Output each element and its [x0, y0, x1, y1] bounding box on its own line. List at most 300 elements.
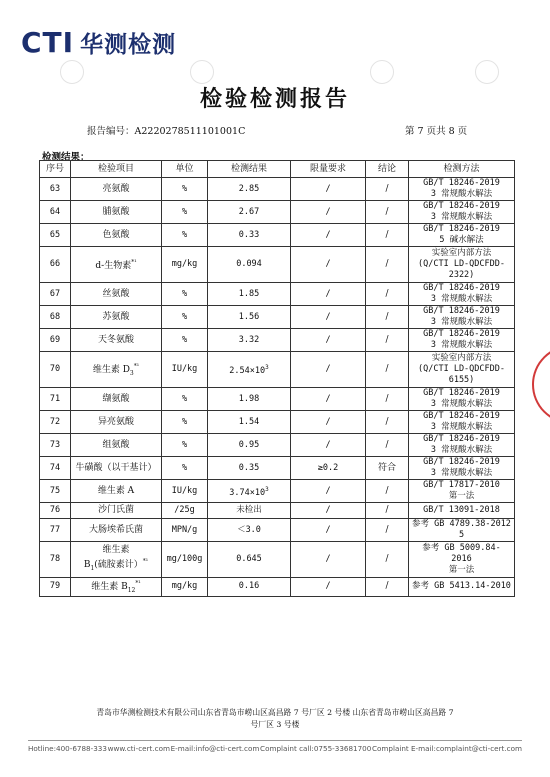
limit-value: ≥0.2: [317, 462, 339, 473]
unit: %: [181, 229, 188, 240]
column-header: 单位: [162, 161, 208, 178]
method-line: 参考 GB 4789.38-2012: [412, 519, 511, 529]
cell-no: [40, 519, 71, 542]
verdict: /: [385, 288, 389, 299]
table-row: [40, 283, 515, 306]
limit-value: /: [325, 439, 331, 450]
column-header: 检测结果: [208, 161, 291, 178]
table-row: [40, 457, 515, 480]
method-line: 2016: [451, 554, 472, 564]
row-number: 77: [49, 524, 61, 535]
cell-result: [208, 503, 291, 519]
method-line: GB/T 18246-2019: [423, 329, 500, 339]
verdict: /: [385, 229, 389, 240]
item-subscript: 1: [90, 564, 95, 572]
cell-method: [409, 480, 515, 503]
cell-method: [409, 411, 515, 434]
cell-unit: [162, 457, 208, 480]
method-line: 实验室内部方法: [431, 248, 492, 258]
limit-value: /: [325, 505, 331, 515]
cell-limit: [291, 578, 366, 597]
cell-verdict: [366, 542, 409, 578]
cell-unit: [162, 411, 208, 434]
cell-verdict: [366, 201, 409, 224]
verdict: /: [385, 259, 389, 269]
result-value: 1.85: [238, 288, 260, 299]
method-line: 3 常规酸水解法: [430, 340, 493, 350]
table-row: [40, 578, 515, 597]
cell-no: [40, 178, 71, 201]
item-name: 沙门氏菌: [97, 505, 134, 515]
item-name: 组氨酸: [102, 439, 130, 450]
item-name: 大肠埃希氏菌: [88, 524, 143, 535]
table-header-row: [40, 161, 515, 178]
address-line: 青岛市华测检测技术有限公司山东省青岛市崂山区高昌路 7 号厂区 2 号楼 山东省青岛市崂山区高昌路 7: [96, 708, 454, 717]
cell-result: [208, 201, 291, 224]
cell-result: [208, 178, 291, 201]
cell-no: [40, 247, 71, 283]
item-superscript: *¹: [142, 558, 149, 566]
row-number: 70: [49, 364, 61, 374]
cell-unit: [162, 306, 208, 329]
cell-limit: [291, 503, 366, 519]
unit: mg/100g: [166, 554, 203, 564]
method-line: 3 常规酸水解法: [430, 445, 493, 455]
cell-no: [40, 434, 71, 457]
table-row: [40, 519, 515, 542]
row-number: 73: [49, 439, 61, 450]
cell-method: [409, 329, 515, 352]
cell-result: [208, 283, 291, 306]
table-row: [40, 306, 515, 329]
limit-value: /: [325, 393, 331, 404]
watermark-icon: [190, 60, 214, 84]
limit-value: /: [325, 334, 331, 345]
cell-unit: [162, 201, 208, 224]
method-line: 5 碱水解法: [439, 235, 484, 245]
cell-item: [71, 503, 162, 519]
unit: mg/kg: [171, 259, 198, 269]
cell-method: [409, 247, 515, 283]
item-name: 维生素 A: [97, 485, 135, 496]
result-value: 2.54×10: [229, 365, 266, 376]
row-number: 71: [49, 393, 61, 404]
result-value: 0.645: [236, 554, 262, 564]
column-header: 检验项目: [71, 161, 162, 178]
cell-unit: [162, 388, 208, 411]
results-table: [39, 160, 515, 597]
page-number: 第 7 页共 8 页: [405, 126, 468, 137]
cell-limit: [291, 224, 366, 247]
unit: IU/kg: [171, 364, 198, 374]
unit: %: [181, 311, 188, 322]
column-header: 序号: [40, 161, 71, 178]
row-number: 64: [49, 206, 61, 217]
row-number: 72: [49, 416, 61, 427]
row-number: 76: [49, 505, 61, 515]
cell-unit: [162, 283, 208, 306]
cell-item: [71, 457, 162, 480]
limit-value: /: [325, 288, 331, 299]
cell-unit: [162, 224, 208, 247]
table-row: [40, 503, 515, 519]
cell-method: [409, 178, 515, 201]
cell-item: [71, 247, 162, 283]
result-value: 0.16: [238, 581, 260, 592]
unit: %: [181, 183, 188, 194]
watermark-icon: [370, 60, 394, 84]
cell-limit: [291, 457, 366, 480]
item-name: 亮氨酸: [102, 183, 130, 194]
result-value: 2.85: [238, 183, 260, 194]
cell-item: [71, 411, 162, 434]
cell-unit: [162, 178, 208, 201]
method-line: 第一法: [448, 565, 475, 575]
report-title: 检验检测报告: [199, 86, 350, 112]
table-row: [40, 201, 515, 224]
verdict: /: [385, 439, 389, 450]
cell-result: [208, 224, 291, 247]
method-line: 5: [458, 530, 465, 540]
cell-unit: [162, 329, 208, 352]
row-number: 67: [49, 288, 61, 299]
row-number: 65: [49, 229, 61, 240]
cell-item: [71, 224, 162, 247]
hotline: Hotline:400-6788-333: [28, 744, 107, 753]
limit-value: /: [325, 554, 331, 564]
limit-value: /: [325, 206, 331, 217]
report-number: 报告编号：A2220278511101001C: [87, 126, 246, 137]
cell-verdict: [366, 352, 409, 388]
complaint-call: Complaint call:0755-33681700: [260, 744, 372, 753]
cell-item: [71, 519, 162, 542]
cell-method: [409, 201, 515, 224]
verdict: /: [385, 416, 389, 427]
logo-mark: CTI: [21, 25, 75, 59]
method-line: 3 常规酸水解法: [430, 468, 493, 478]
verdict: /: [385, 364, 389, 374]
cell-limit: [291, 411, 366, 434]
item-name: 脯氨酸: [102, 206, 130, 217]
cell-result: [208, 247, 291, 283]
cell-no: [40, 480, 71, 503]
row-number: 78: [49, 554, 61, 564]
cell-method: [409, 352, 515, 388]
verdict: /: [385, 393, 389, 404]
method-line: GB/T 18246-2019: [423, 434, 500, 444]
cell-result: [208, 542, 291, 578]
cell-verdict: [366, 329, 409, 352]
method-line: 3 常规酸水解法: [430, 422, 493, 432]
footer-divider: [28, 740, 522, 741]
stamp-seal-edge: [532, 345, 550, 424]
unit: MPN/g: [171, 524, 198, 535]
row-number: 79: [49, 581, 61, 592]
cell-verdict: [366, 247, 409, 283]
cell-result: [208, 329, 291, 352]
result-value: 3.74×10: [229, 487, 266, 498]
cell-item: [71, 388, 162, 411]
limit-value: /: [325, 581, 331, 592]
unit: IU/kg: [171, 485, 198, 496]
result-value: 3.32: [238, 334, 260, 345]
address-line: 号厂区 3 号楼: [250, 720, 300, 729]
cell-verdict: [366, 388, 409, 411]
verdict: /: [385, 334, 389, 345]
cell-unit: [162, 434, 208, 457]
limit-value: /: [325, 311, 331, 322]
result-value: 1.54: [238, 416, 260, 427]
cell-method: [409, 283, 515, 306]
method-line: 参考 GB 5413.14-2010: [412, 581, 511, 592]
result-exponent: 3: [265, 364, 269, 372]
method-line: 3 常规酸水解法: [430, 294, 493, 304]
item-name: d-生物素: [95, 261, 132, 271]
method-line: GB/T 18246-2019: [423, 224, 500, 234]
result-value: ＜3.0: [237, 524, 261, 535]
cell-item: [71, 480, 162, 503]
cell-method: [409, 388, 515, 411]
cell-verdict: [366, 457, 409, 480]
cell-result: [208, 480, 291, 503]
item-tail: (硫胺素计）: [94, 560, 143, 571]
method-line: 3 常规酸水解法: [430, 317, 493, 327]
cell-method: [409, 434, 515, 457]
cell-item: [71, 329, 162, 352]
method-line: 3 常规酸水解法: [430, 212, 493, 222]
verdict: /: [385, 183, 389, 194]
cell-method: [409, 578, 515, 597]
cell-limit: [291, 178, 366, 201]
logo-chinese-name: 华测检测: [80, 31, 177, 58]
item-name: 维生素 B: [83, 545, 130, 571]
cell-result: [208, 388, 291, 411]
cell-limit: [291, 283, 366, 306]
item-subscript: 3: [129, 369, 134, 377]
result-value: 0.35: [238, 462, 260, 473]
cell-result: [208, 578, 291, 597]
item-superscript: *¹: [133, 362, 140, 370]
cell-result: [208, 411, 291, 434]
cell-no: [40, 578, 71, 597]
result-value: 0.094: [236, 259, 262, 269]
limit-value: /: [325, 364, 331, 374]
cell-verdict: [366, 519, 409, 542]
cell-item: [71, 434, 162, 457]
item-name: 苏氨酸: [102, 311, 130, 322]
cell-method: [409, 306, 515, 329]
result-value: 0.33: [238, 229, 260, 240]
table-row: [40, 247, 515, 283]
cell-no: [40, 306, 71, 329]
limit-value: /: [325, 229, 331, 240]
method-line: 第一法: [448, 491, 475, 501]
cell-verdict: [366, 224, 409, 247]
cell-limit: [291, 201, 366, 224]
item-name: 牛磺酸（以干基计）: [75, 462, 157, 473]
item-name: 缬氨酸: [102, 393, 130, 404]
cell-item: [71, 542, 162, 578]
cell-unit: [162, 578, 208, 597]
email-link[interactable]: E-mail:info@cti-cert.com: [170, 744, 260, 753]
item-name: 维生素 D: [92, 364, 130, 375]
method-line: GB/T 18246-2019: [423, 411, 500, 421]
table-row: [40, 434, 515, 457]
column-header: 检测方法: [409, 161, 515, 178]
method-line: GB/T 13091-2018: [423, 505, 500, 515]
cell-item: [71, 352, 162, 388]
cell-verdict: [366, 578, 409, 597]
verdict: /: [385, 524, 389, 535]
cell-limit: [291, 247, 366, 283]
unit: mg/kg: [171, 581, 198, 592]
table-row: [40, 480, 515, 503]
row-number: 63: [49, 183, 61, 194]
cell-unit: [162, 519, 208, 542]
cell-verdict: [366, 178, 409, 201]
cell-unit: [162, 352, 208, 388]
cell-no: [40, 457, 71, 480]
verdict: 符合: [377, 462, 396, 473]
cell-no: [40, 388, 71, 411]
cell-result: [208, 434, 291, 457]
item-superscript: *¹: [131, 259, 137, 266]
table-row: [40, 542, 515, 578]
cell-no: [40, 329, 71, 352]
cell-limit: [291, 434, 366, 457]
limit-value: /: [325, 183, 331, 194]
cell-method: [409, 224, 515, 247]
method-line: GB/T 18246-2019: [423, 457, 500, 467]
method-line: GB/T 18246-2019: [423, 283, 500, 293]
unit: %: [181, 393, 188, 404]
item-name: 异亮氨酸: [97, 416, 134, 427]
cell-verdict: [366, 411, 409, 434]
method-line: GB/T 17817-2010: [423, 480, 500, 490]
result-value: 2.67: [238, 206, 260, 217]
cell-item: [71, 578, 162, 597]
method-line: 3 常规酸水解法: [430, 399, 493, 409]
cell-result: [208, 519, 291, 542]
cell-limit: [291, 480, 366, 503]
cell-limit: [291, 388, 366, 411]
watermark-icon: [60, 60, 84, 84]
column-header: 结论: [366, 161, 409, 178]
item-superscript: *¹: [135, 580, 141, 587]
cell-item: [71, 178, 162, 201]
cell-limit: [291, 352, 366, 388]
item-name: 天冬氨酸: [97, 334, 134, 345]
cell-result: [208, 352, 291, 388]
cell-limit: [291, 306, 366, 329]
section-label: 检测结果：: [42, 152, 90, 163]
verdict: /: [385, 485, 389, 496]
method-line: GB/T 18246-2019: [423, 178, 500, 188]
footer-contacts: [28, 744, 522, 753]
verdict: /: [385, 311, 389, 322]
result-value: 1.56: [238, 311, 260, 322]
cell-no: [40, 542, 71, 578]
cell-limit: [291, 329, 366, 352]
unit: %: [181, 462, 188, 473]
cell-no: [40, 411, 71, 434]
cell-unit: [162, 480, 208, 503]
limit-value: /: [325, 524, 331, 535]
cell-no: [40, 224, 71, 247]
result-value: 0.95: [238, 439, 260, 450]
column-header: 限量要求: [291, 161, 366, 178]
item-name: 维生素 B: [91, 582, 128, 592]
cell-unit: [162, 503, 208, 519]
result-value: 未检出: [236, 505, 262, 515]
footer-address: [0, 707, 550, 731]
cell-method: [409, 542, 515, 578]
cell-verdict: [366, 480, 409, 503]
method-line: 参考 GB 5009.84-: [422, 543, 501, 553]
table-row: [40, 411, 515, 434]
unit: %: [181, 288, 188, 299]
cell-method: [409, 457, 515, 480]
method-line: 3 常规酸水解法: [430, 189, 493, 199]
method-line: (Q/CTI LD-QDCFDD-: [418, 259, 505, 269]
cell-method: [409, 519, 515, 542]
verdict: /: [385, 206, 389, 217]
item-name: 丝氨酸: [102, 288, 130, 299]
verdict: /: [385, 505, 389, 515]
row-number: 66: [49, 259, 61, 269]
verdict: /: [385, 554, 389, 564]
row-number: 74: [49, 462, 61, 473]
cell-limit: [291, 519, 366, 542]
table-row: [40, 352, 515, 388]
row-number: 75: [49, 485, 61, 496]
cell-no: [40, 352, 71, 388]
complaint-email-link[interactable]: Complaint E-mail:complaint@cti-cert.com: [371, 744, 522, 753]
method-line: (Q/CTI LD-QDCFDD-: [418, 364, 505, 374]
result-exponent: 3: [265, 485, 269, 493]
watermark-icon: [475, 60, 499, 84]
method-line: 实验室内部方法: [431, 353, 492, 363]
cell-no: [40, 201, 71, 224]
cell-limit: [291, 542, 366, 578]
cell-verdict: [366, 283, 409, 306]
cell-verdict: [366, 306, 409, 329]
item-subscript: 12: [127, 586, 136, 594]
cell-method: [409, 503, 515, 519]
limit-value: /: [325, 485, 331, 496]
method-line: GB/T 18246-2019: [423, 388, 500, 398]
cell-verdict: [366, 503, 409, 519]
limit-value: /: [325, 416, 331, 427]
website-link[interactable]: www.cti-cert.com: [107, 744, 170, 753]
cell-item: [71, 283, 162, 306]
unit: /25g: [174, 505, 195, 515]
cell-verdict: [366, 434, 409, 457]
method-line: 2322): [448, 270, 475, 280]
cell-item: [71, 201, 162, 224]
row-number: 69: [49, 334, 61, 345]
company-logo: [21, 25, 177, 59]
cell-unit: [162, 247, 208, 283]
table-row: [40, 224, 515, 247]
table-row: [40, 388, 515, 411]
unit: %: [181, 416, 188, 427]
cell-result: [208, 306, 291, 329]
verdict: /: [385, 581, 389, 592]
cell-unit: [162, 542, 208, 578]
cell-no: [40, 283, 71, 306]
method-line: GB/T 18246-2019: [423, 201, 500, 211]
